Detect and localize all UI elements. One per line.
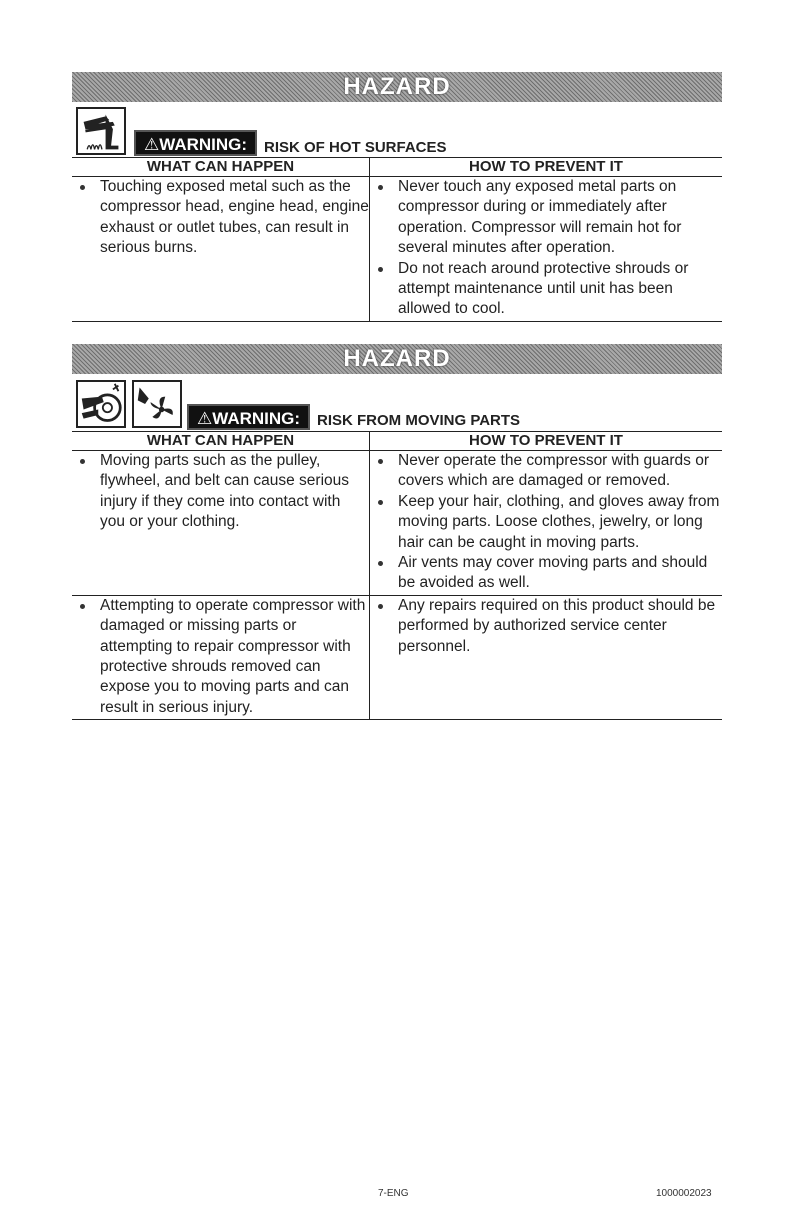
- list-item: Never touch any exposed metal parts on compressor during or immediately after operation. Compressor will remain hot for several minutes after operation.: [370, 177, 722, 259]
- warning-label: ⚠WARNING:: [187, 404, 310, 430]
- list-item: Attempting to operate compressor with damaged or missing parts or attempting to repair compressor with protective shrouds removed can expose you to moving parts and can result in serious injury.: [72, 596, 369, 718]
- page-number: 7-ENG: [378, 1188, 409, 1199]
- how-cell: [370, 595, 723, 719]
- list-item: Moving parts such as the pulley, flywheel, and belt can cause serious injury if they come into contact with you or your clothing.: [72, 451, 369, 533]
- table-row: [72, 595, 722, 719]
- column-header-how: HOW TO PREVENT IT: [370, 158, 723, 177]
- fan-blade-icon: [132, 380, 182, 428]
- belt-entanglement-icon: [76, 380, 126, 428]
- warning-label: ⚠WARNING:: [134, 130, 257, 156]
- risk-title: RISK FROM MOVING PARTS: [317, 412, 521, 429]
- table-row: [72, 451, 722, 596]
- list-item: Never operate the compressor with guards or covers which are damaged or removed.: [370, 451, 722, 492]
- risk-title: RISK OF HOT SURFACES: [264, 139, 447, 156]
- hot-surface-icon: [76, 107, 126, 155]
- list-item: Do not reach around protective shrouds or attempt maintenance until unit has been allowed to cool.: [370, 259, 722, 320]
- hazard-banner-hot-surfaces: HAZARD: [72, 72, 722, 102]
- what-cell: [72, 177, 370, 322]
- column-header-what: WHAT CAN HAPPEN: [72, 158, 370, 177]
- hazard-table-moving-parts: [72, 431, 722, 720]
- what-cell: [72, 595, 370, 719]
- hazard-table-hot-surfaces: [72, 157, 722, 322]
- how-cell: [370, 177, 723, 322]
- column-header-what: WHAT CAN HAPPEN: [72, 432, 370, 451]
- list-item: Keep your hair, clothing, and gloves away from moving parts. Loose clothes, jewelry, or long hair can be caught in moving parts.: [370, 492, 722, 553]
- what-cell: [72, 451, 370, 596]
- how-cell: [370, 451, 723, 596]
- column-header-how: HOW TO PREVENT IT: [370, 432, 723, 451]
- document-number: 1000002023: [656, 1188, 712, 1199]
- list-item: Air vents may cover moving parts and should be avoided as well.: [370, 553, 722, 594]
- list-item: Touching exposed metal such as the compressor head, engine head, engine exhaust or outlet tubes, can result in serious burns.: [72, 177, 369, 259]
- list-item: Any repairs required on this product should be performed by authorized service center personnel.: [370, 596, 722, 657]
- table-row: [72, 177, 722, 322]
- hazard-banner-moving-parts: HAZARD: [72, 344, 722, 374]
